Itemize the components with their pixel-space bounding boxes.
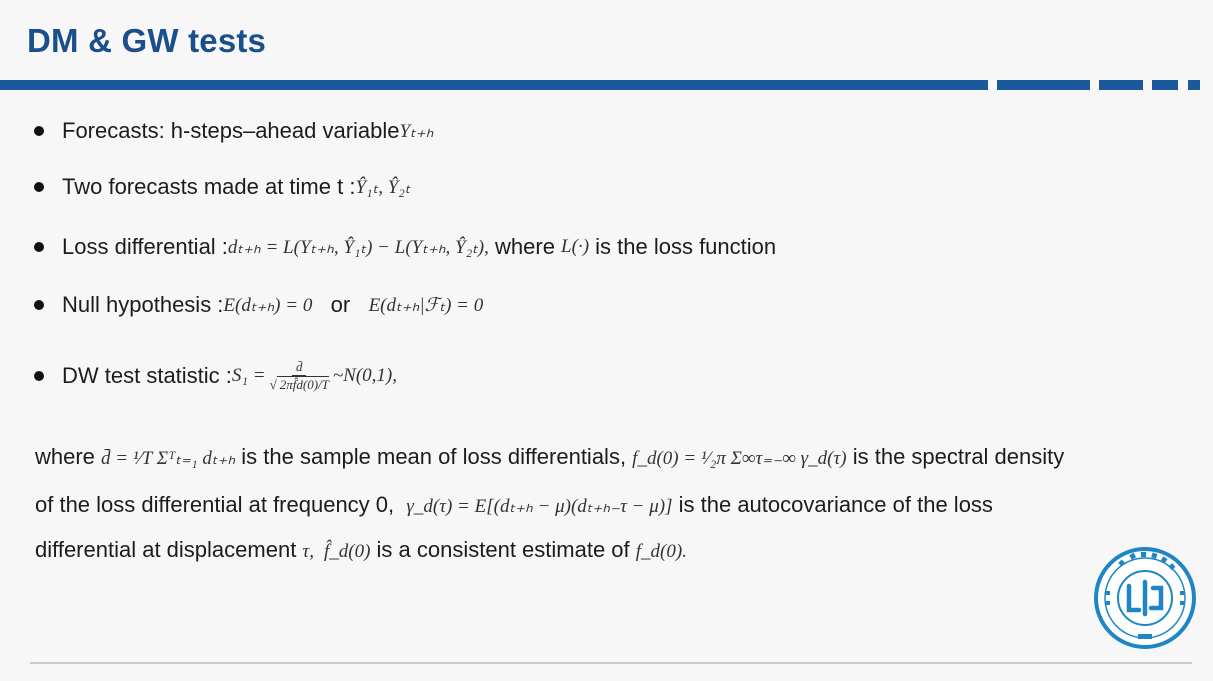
bullet-dot [34,242,44,252]
bullet-forecasts [32,118,433,144]
bullet-math-2: L(·) [561,236,590,257]
explanation-math: f_d(0) = ¹⁄₂π Σ∞τ₌₋∞ γ_d(τ) [632,448,847,469]
title-bar-dash-1 [997,80,1090,90]
bullet-dw-statistic [32,358,397,394]
explanation-text: of the loss differential at frequency 0, [35,492,407,517]
university-seal-icon [1093,546,1197,650]
dw-sqrt-body: 2πf̂d(0)/T [277,376,329,392]
bullet-math: Ŷ₁ₜ, Ŷ₂ₜ [355,176,411,198]
explanation-line-1 [35,444,1195,470]
bullet-math: E(dₜ₊ₕ) = 0 [223,294,313,316]
explanation-text: where [35,444,102,469]
title-bar-dash-2 [1099,80,1143,90]
explanation-math: f̂_d(0) [323,541,371,562]
dw-fraction [270,358,329,394]
bullet-label: Null hypothesis : [62,292,224,317]
bullet-or: or [312,292,369,317]
bullet-text: where [488,234,562,259]
bullet-label: DW test statistic : [62,363,232,388]
bullet-null-hypothesis [32,292,483,318]
bullet-two-forecasts [32,174,411,200]
dw-fraction-denominator: √ 2πf̂d(0)/T [269,377,329,392]
explanation-line-2 [35,492,1195,518]
explanation-math: d̄ = ¹⁄T Σᵀₜ₌₁ dₜ₊ₕ [101,448,236,469]
explanation-math: τ, [302,541,314,562]
explanation-text: is the autocovariance of the loss [672,492,993,517]
footer-divider [30,662,1192,664]
bullet-dot [34,300,44,310]
bullet-text-2: is the loss function [589,234,777,259]
bullet-loss-differential [32,234,776,260]
title-bar-dash-3 [1152,80,1178,90]
bullet-math: dₜ₊ₕ = L(Yₜ₊ₕ, Ŷ₁ₜ) − L(Yₜ₊ₕ, Ŷ₂ₜ), [227,236,489,258]
explanation-text: differential at displacement [35,537,303,562]
bullet-math-2: ~N(0,1), [332,365,397,386]
bullet-math-2: E(dₜ₊ₕ|ℱₜ) = 0 [368,294,484,316]
bullet-label: Two forecasts made at time t : [62,174,356,199]
explanation-text: is the spectral density [846,444,1065,469]
page-title: DM & GW tests [27,22,267,59]
explanation-text: is the sample mean of loss differentials, [235,444,633,469]
bullet-label: Loss differential : [62,234,228,259]
explanation-math: γ_d(τ) = E[(dₜ₊ₕ − μ)(dₜ₊ₕ₋τ − μ)] [406,496,673,517]
bullet-math: S₁ = [231,365,266,386]
title-bar-dash-4 [1188,80,1200,90]
bullet-label: Forecasts: h-steps–ahead variable [62,118,400,143]
explanation-line-3 [35,537,1195,563]
dw-fraction-numerator: d̄ [292,358,307,376]
bullet-dot [34,182,44,192]
bullet-math: Yₜ₊ₕ [399,120,434,142]
explanation-math: f_d(0). [635,541,687,562]
bullet-dot [34,126,44,136]
bullet-dot [34,371,44,381]
explanation-text: is a consistent estimate of [370,537,636,562]
title-bar-main [0,80,988,90]
